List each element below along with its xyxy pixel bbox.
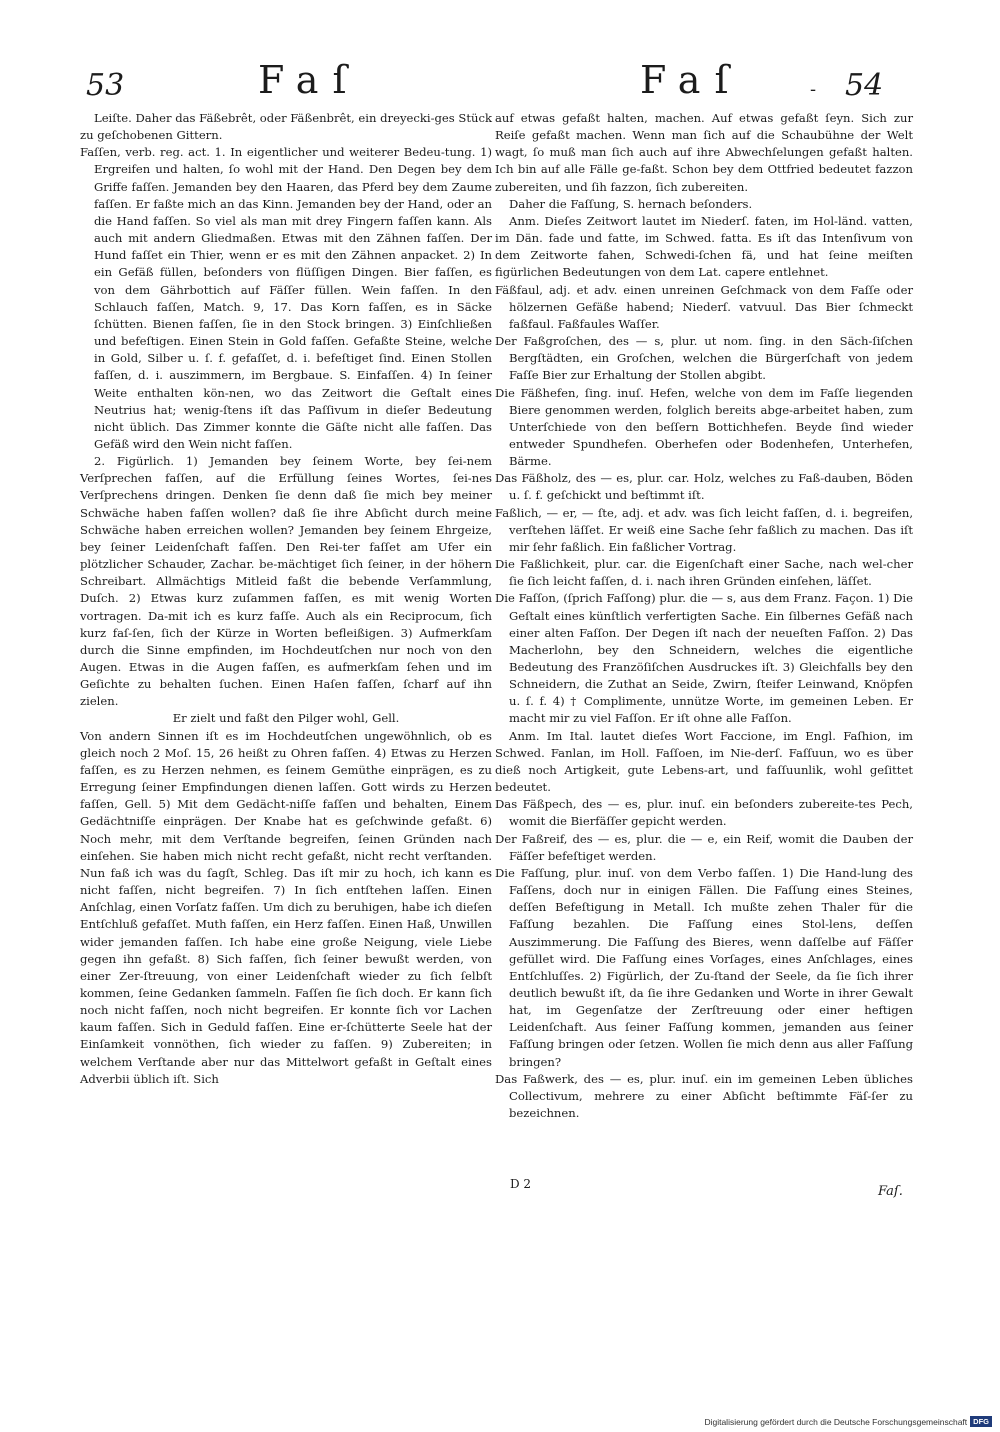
digitization-footer <box>704 1416 992 1427</box>
entry-text: Von andern Sinnen iſt es im Hochdeutſchen ungewöhnlich, ob es gleich noch 2 Moſ. 15, 26 heißt zu Ohren faſſen. 4) Etwas zu Herzen faſſen, es zu Herzen nehmen, es ſeinem Gemüthe einprägen, es zu Erregung ſeiner Empfindungen dienen laſſen. Gott wirds zu Herzen faſſen, Gell. 5) Mit dem Gedächt-niſſe faſſen und behalten, Einem Gedächtniſſe einprägen. Der Knabe hat es geſchwinde gefaßt. 6) Noch mehr, mit dem Verſtande begreifen, ſeinen Gründen nach einſehen. Sie haben mich nicht recht gefaßt, nicht recht verſtanden. Nun faß ich was du ſagſt, Schleg. Das iſt mir zu hoch, ich kann es nicht faſſen, nicht begreifen. 7) In ſich entſtehen laſſen. Einen Anſchlag, einen Vorſatz faſſen. Um dich zu beruhigen, habe ich dieſen Entſchluß gefaſſet. Muth faſſen, ein Herz faſſen. Einen Haß, Unwillen wider jemanden faſſen. Ich habe eine große Neigung, viele Liebe gegen ihn gefaßt. 8) Sich faſſen, ſich ſeiner bewußt werden, von einer Zer-ſtreuung, von einer Leidenſchaft wieder zu ſich ſelbſt kommen, ſeine Gedanken ſammeln. Faſſen ſie ſich doch. Er kann ſich noch nicht faſſen, noch nicht begreifen. Er konnte ſich vor Lachen kaum faſſen. Sich in Geduld faſſen. Eine er-ſchütterte Seele hat der Einſamkeit vonnöthen, ſich wieder zu faſſen. 9) Zubereiten; in welchem Verſtande aber nur das Mittelwort gefaßt in Geſtalt eines Adverbii üblich iſt. Sich <box>80 728 492 1086</box>
entry-text: Daher die Faſſung, S. hernach beſonders. <box>509 196 753 211</box>
entry-fasslichkeit: Die Faßlichkeit, plur. car. die Eigenſchaft einer Sache, nach wel-cher ſie ſich leicht faſſen, d. i. nach ihren Gründen einſehen, läſſet. <box>495 557 913 589</box>
entry-fasshefen: Die Fäßhefen, ſing. inuſ. Hefen, welche von dem im Faſſe liegenden Biere genommen werden, folglich bereits abge-arbeitet haben, zum Unterſchiede von den beſſern Bottichhefen. Beyde ſind wieder entweder Spundhefen. Oberhefen oder Bodenhefen, Unterhefen, Bärme. <box>495 385 913 469</box>
header-dash: - <box>810 79 817 100</box>
right-page-number: 54 <box>845 68 884 103</box>
entry-fasswerk: Das Faßwerk, des — es, plur. inuſ. ein im gemeinen Leben übliches Collectivum, mehrere zu einer Abſicht beſtimmte Fäſ-ſer zu bezeichnen. <box>495 1071 913 1121</box>
footer-text: Digitalisierung gefördert durch die Deutsche Forschungsgemeinschaft <box>704 1416 968 1427</box>
right-column <box>495 110 913 1122</box>
left-column <box>80 110 492 1088</box>
entry-fasslich: Faßlich, — er, — ſte, adj. et adv. was ſich leicht faſſen, d. i. begreifen, verſtehen läſſet. Er weiß eine Sache ſehr faßlich zu machen. Das iſt mir ſehr faßlich. Ein faßlicher Vortrag. <box>495 505 913 554</box>
entry-fasson: Die Faſſon, (ſprich Faſſong) plur. die — s, aus dem Franz. Façon. 1) Die Geſtalt eines künſtlich verfertigten Sache. Ein ſilbernes Gefäß nach einer alten Faſſon. Der Degen iſt nach der neueſten Faſſon. 2) Das Macherlohn, bey den Schneidern, welches die eigentliche Bedeutung des Franzöſiſchen Ausdruckes iſt. 3) Gleichfalls bey den Schneidern, die Zuthat an Seide, Zwirn, ſteifer Leinwand, Knöpfen u. ſ. f. 4) † Complimente, unnütze Worte, im gemeinen Leben. Er macht mir zu viel Faſſon. Er iſt ohne alle Faſſon. <box>495 591 913 726</box>
signature-mark: D 2 <box>510 1177 532 1191</box>
entry-text: 2. Figürlich. 1) Jemanden bey ſeinem Worte, bey ſei-nem Verſprechen faſſen, auf die Erfüllung ſeines Wortes, ſei-nes Verſprechens dringen. Denken ſie denn daß ſie mich bey meiner Schwäche haben faſſen wollen? daß ſie ihre Abſicht durch meine Schwäche haben erreichen wollen? Jemanden bey ſeinem Ehrgeize, bey ſeiner Leidenſchaft faſſen. Den Rei-ter faſſet am Ufer ein plötzlicher Schauder, Zachar. be-mächtiget ſich ſeiner, in der höhern Schreibart. Allmächtigs Mitleid faßt die bebende Verſammlung, Duſch. 2) Etwas kurz zuſammen faſſen, es mit wenig Worten vortragen. Da-mit ich es kurz faſſe. Auch als ein Reciprocum, ſich kurz faſ-ſen, ſich der Kürze in Worten befleißigen. 3) Aufmerkſam durch die Sinne empfinden, im Hochdeutſchen nur noch von den Augen. Etwas in die Augen faſſen, es aufmerkſam ſehen und im Geſichte zu behalten ſuchen. Einen Haſen faſſen, ſcharf auf ihn zielen. <box>80 454 492 709</box>
entry-fassung: Die Faſſung, plur. inuſ. von dem Verbo faſſen. 1) Die Hand-lung des Faſſens, doch nur in einigen Fällen. Die Faſſung eines Steines, deſſen Befeſtigung in Metall. Ich mußte zehen Thaler für die Faſſung bezahlen. Die Faſſung eines Stol-lens, deſſen Auszimmerung. Die Faſſung des Bieres, wenn daſſelbe auf Fäſſer gefüllet wird. Die Faſſung eines Vorſages, eines Anſchlages, eines Entſchluſſes. 2) Figürlich, der Zu-ſtand der Seele, da ſie ſich ihrer deutlich bewußt iſt, da ſie ihre Gedanken und Worte in ihrer Gewalt hat, im Gegenſatze der Zerſtreuung oder einer heftigen Leidenſchaft. Aus ſeiner Faſſung kommen, jemanden aus ſeiner Faſſung bringen oder ſetzen. Wollen ſie mich denn aus aller Faſſung bringen? <box>495 865 913 1069</box>
entry-fassholz: Das Fäßholz, des — es, plur. car. Holz, welches zu Faß-dauben, Böden u. ſ. f. geſchickt und beſtimmt iſt. <box>495 471 913 503</box>
entry-fassfaul: Fäßfaul, adj. et adv. einen unreinen Geſchmack von dem Faſſe oder hölzernen Gefäße habend; Niederſ. vatvuul. Das Bier ſchmeckt faßfaul. Faßfaules Waſſer. <box>495 282 913 331</box>
dfg-logo: DFG <box>970 1416 992 1427</box>
entry-fassen: Faſſen, verb. reg. act. 1. In eigentlicher und weiterer Bedeu-tung. 1) Ergreifen und halten, ſo wohl mit der Hand. Den Degen bey dem Griffe faſſen. Jemanden bey den Haaren, das Pferd bey dem Zaume faſſen. Er faßte mich an das Kinn. Jemanden bey der Hand, oder an die Hand faſſen. So viel als man mit drey Fingern faſſen kann. Als auch mit andern Gliedmaßen. Etwas mit den Zähnen faſſen. Der Hund faſſet ein Thier, wenn er es mit den Zähnen anpacket. 2) In ein Gefäß füllen, beſonders von flüſſigen Dingen. Bier faſſen, es von dem Gährbottich auf Fäſſer füllen. Wein faſſen. In den Schlauch faſſen, Match. 9, 17. Das Korn faſſen, es in Säcke ſchütten. Bienen faſſen, ſie in den Stock bringen. 3) Einſchließen und befeſtigen. Einen Stein in Gold faſſen. Gefaßte Steine, welche in Gold, Silber u. ſ. f. gefaſſet, d. i. befeſtiget ſind. Einen Stollen faſſen, d. i. auszimmern, im Bergbaue. S. Einfaſſen. 4) In ſeiner Weite enthalten kön-nen, wo das Zeitwort die Geſtalt eines Neutrius hat; wenig-ſtens iſt das Paſſivum in dieſer Bedeutung nicht üblich. Das Zimmer konnte die Gäſte nicht alle faſſen. Das Gefäß wird den Wein nicht faſſen. <box>80 145 492 451</box>
entry-note: Anm. Im Ital. lautet dieſes Wort Faccione, im Engl. Faſhion, im Schwed. Fanlan, im Holl. Faſſoen, im Nie-derſ. Faſſuun, wo es über dieß noch Artigkeit, gute Lebens-art, und faſſuunlik, wohl geſittet bedeutet. <box>495 728 913 795</box>
entry-note: Anm. Dieſes Zeitwort lautet im Niederſ. faten, im Hol-länd. vatten, im Dän. fade und fatte, im Schwed. fatta. Es iſt das Intenſivum von dem Zeitworte fahen, Schwedi-ſchen fä, und hat ſeine meiſten figürlichen Bedeutungen von dem Lat. capere entlehnet. <box>495 213 913 280</box>
entry-fasspech: Das Fäßpech, des — es, plur. inuſ. ein beſonders zubereite-tes Pech, womit die Bierfäſſer gepicht werden. <box>495 797 913 829</box>
right-guide-word: Faſ <box>640 58 743 102</box>
left-page-number: 53 <box>86 68 125 103</box>
entry-fassreif: Der Faßreif, des — es, plur. die — e, ein Reif, womit die Dauben der Fäſſer befeſtiget werden. <box>495 831 913 863</box>
catchword: Faſ. <box>878 1184 903 1199</box>
entry-fassgroschen: Der Faßgroſchen, des — s, plur. ut nom. ſing. in den Säch-ſiſchen Bergſtädten, ein Groſchen, welchen die Bürgerſchaft von jedem Faſſe Bier zur Erhaltung der Stollen abgibt. <box>495 334 913 383</box>
left-guide-word: Faſ <box>258 58 361 102</box>
entry-text: Leiſte. Daher das Fäßebrêt, oder Fäßenbrêt, ein dreyecki-ges Stück zu geſchobenen Gittern. <box>80 111 493 143</box>
entry-text: auf etwas gefaßt halten, machen. Auf etwas gefaßt ſeyn. Sich zur Reiſe gefaßt machen. Wenn man ſich auf die Schaubühne der Welt wagt, ſo muß man ſich auch auf ihre Abwechſelungen gefaßt halten. Ich bin auf alle Fälle ge-faßt. Schon bey dem Ottfried bedeutet fazzon zubereiten, und ſih fazzon, ſich zubereiten. <box>495 111 913 194</box>
verse-quote: Er zielt und faßt den Pilger wohl, Gell. <box>172 711 400 726</box>
